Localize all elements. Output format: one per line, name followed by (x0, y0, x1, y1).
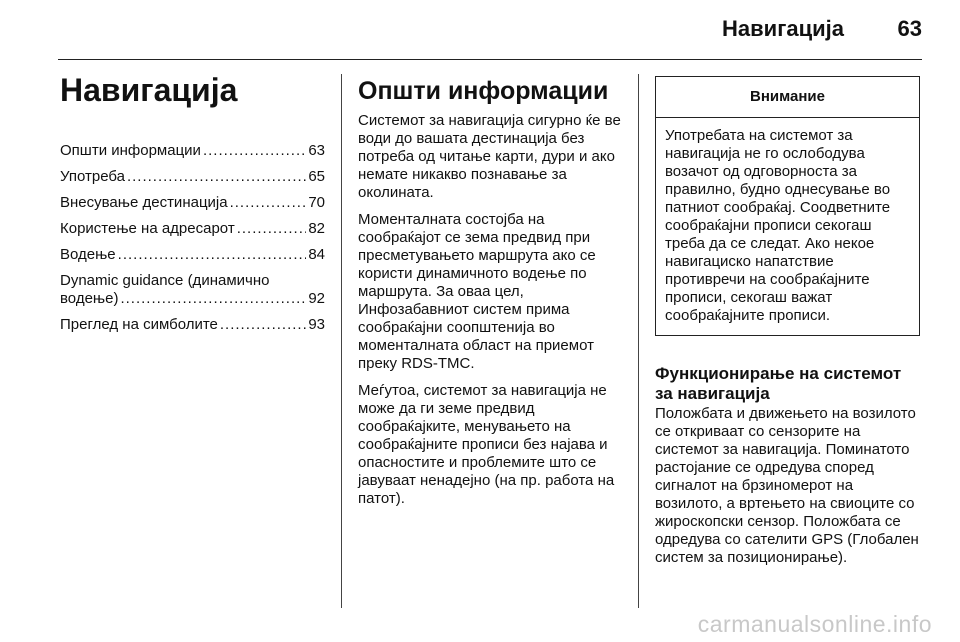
toc-entry[interactable] (60, 194, 325, 212)
paragraph: Системот за навигација сигурно ќе ве води до вашата дестинација без потреба од читање карти, дури и ако немате никакво познавање за околината. (358, 112, 621, 201)
toc-entry[interactable] (60, 246, 325, 264)
toc-leader-dots (203, 142, 306, 160)
toc-leader-dots (220, 316, 306, 334)
toc-entry-last-line (60, 290, 325, 308)
toc-entry-page: 65 (308, 168, 325, 185)
toc-entry-text: Употреба (60, 168, 125, 185)
header-rule (58, 59, 922, 60)
toc-entry-page: 63 (308, 142, 325, 159)
warning-title: Внимание (656, 77, 919, 118)
column-divider (638, 74, 639, 608)
toc-leader-dots (230, 194, 307, 212)
toc-entry[interactable] (60, 168, 325, 186)
section-title: Општи информации (358, 77, 609, 105)
toc-entry-text: Преглед на симболите (60, 316, 218, 333)
toc-entry-text: Dynamic guidance (динамично (60, 272, 270, 289)
column-divider (341, 74, 342, 608)
toc-leader-dots (237, 220, 307, 238)
toc-column (60, 68, 325, 342)
page-header (0, 0, 960, 60)
toc-entry-text: Општи информации (60, 142, 201, 159)
side-column (655, 76, 920, 567)
toc-entry-text: Водење (60, 246, 116, 263)
toc-entry-page: 93 (308, 316, 325, 333)
table-of-contents (60, 142, 325, 334)
toc-entry[interactable] (60, 272, 325, 308)
page-number: 63 (897, 16, 922, 41)
toc-leader-dots (118, 246, 307, 264)
toc-entry-page: 92 (308, 290, 325, 307)
toc-leader-dots (127, 168, 306, 186)
header-title: Навигација (722, 16, 844, 41)
paragraph: Меѓутоа, системот за навигација не може да ги земе предвид сообраќајките, менувањето на сообраќајните прописи без најава и опасностите и проблемите што се јавуваат ненадејно (на пр. работа на патот). (358, 382, 615, 507)
toc-entry-page: 84 (308, 246, 325, 263)
toc-entry-page: 82 (308, 220, 325, 237)
warning-box (655, 76, 920, 336)
toc-entry[interactable] (60, 316, 325, 334)
chapter-title: Навигација (60, 72, 238, 108)
toc-entry-text: Користење на адресарот (60, 220, 235, 237)
subsection-title: Функционирање на системот за навигација (655, 364, 902, 403)
watermark: carmanualsonline.info (697, 611, 932, 637)
warning-text: Употребата на системот за навигација не го ослободува возачот од одговорноста за правилно, будно однесување во патниот сообраќај. Соодветните сообраќајни прописи секогаш треба да се следат. Ако некое навигациско напатствие противречи на сообраќајните прописи, секогаш важат сообраќајните прописи. (665, 127, 891, 324)
toc-entry[interactable] (60, 220, 325, 238)
paragraph: Моменталната состојба на сообраќајот се зема предвид при пресметувањето маршрута ако се користи динамичното водење по маршрута. За оваа цел, Инфозабавниот систем прима сообраќајни соопштенија во моменталната област на приемот преку RDS-TMC. (358, 211, 596, 372)
toc-entry-text: водење) (60, 290, 119, 307)
main-text-column (358, 76, 626, 517)
toc-leader-dots (120, 290, 306, 308)
toc-entry[interactable] (60, 142, 325, 160)
toc-entry-page: 70 (308, 194, 325, 211)
toc-entry-text: Внесување дестинација (60, 194, 228, 211)
paragraph: Положбата и движењето на возилото се откриваат со сензорите на системот за навигација. Поминатото растојание се одредува според сигналот на брзиномерот на возилото, а вртењето на свиоците со жироскопски сензор. Положбата се одредува со сателити GPS (Глобален систем за позиционирање). (655, 405, 919, 566)
